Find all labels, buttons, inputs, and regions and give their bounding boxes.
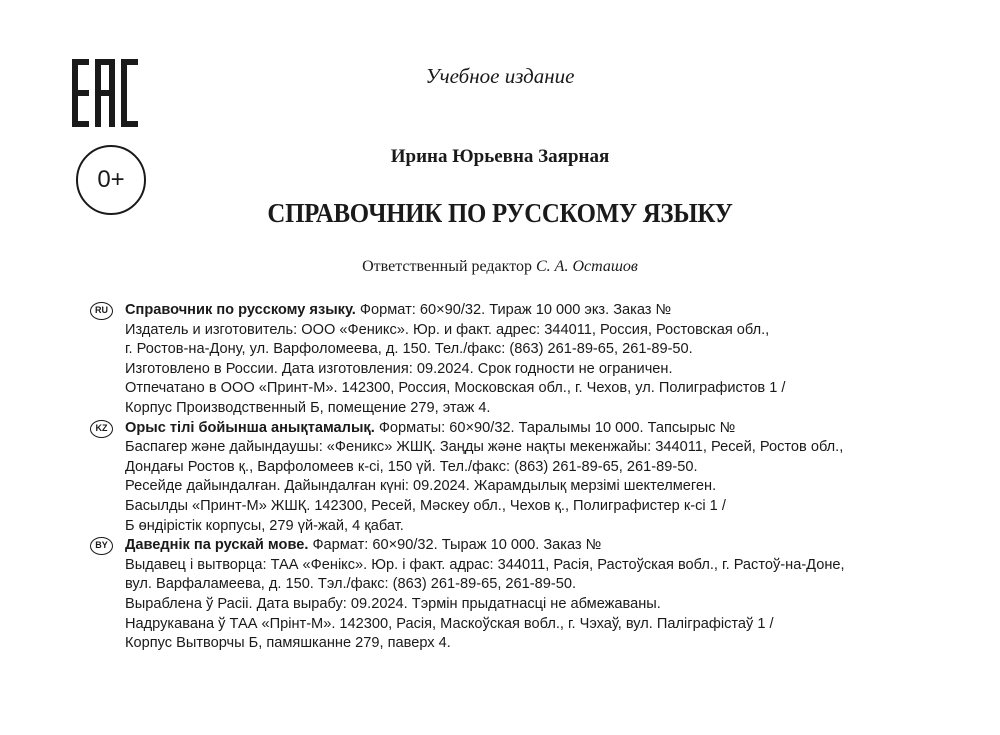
imprint-block-kz — [90, 419, 970, 537]
editor-name: С. А. Осташов — [536, 258, 638, 275]
imprint-title: Справочник по русскому языку. — [125, 302, 356, 318]
imprint-line: Б өндірістік корпусы, 279 үй-жай, 4 қабат. — [125, 517, 404, 534]
imprint-block-by — [90, 536, 970, 654]
responsible-editor — [0, 258, 1000, 276]
language-badge-ru: RU — [90, 302, 113, 320]
imprint-line: Корпус Производственный Б, помещение 279, этаж 4. — [125, 399, 491, 416]
imprint-first-line — [125, 419, 970, 439]
imprint-first-line — [125, 536, 970, 556]
imprint-line: г. Ростов-на-Дону, ул. Варфоломеева, д. 150. Тел./факс: (863) 261-89-65, 261-89-50. — [125, 341, 693, 358]
editor-label: Ответственный редактор — [362, 258, 532, 275]
edition-type: Учебное издание — [425, 64, 575, 88]
imprint-line: Баспагер және дайындаушы: «Феникс» ЖШҚ. Заңды және нақты мекенжайы: 344011, Ресей, Ростов обл., — [125, 439, 844, 456]
imprint-format: Формат: 60×90/32. Тираж 10 000 экз. Заказ № — [355, 302, 672, 318]
imprint-line: Выраблена ў Расіі. Дата вырабу: 09.2024. Тэрмін прыдатнасці не абмежаваны. — [125, 595, 661, 612]
imprint-line: Изготовлено в России. Дата изготовления: 09.2024. Срок годности не ограничен. — [125, 360, 673, 377]
imprint-line: Отпечатано в ООО «Принт-М». 142300, Россия, Московская обл., г. Чехов, ул. Полиграфистов 1 / — [125, 380, 786, 397]
imprint-line: вул. Варфаламеева, д. 150. Тэл./факс: (863) 261-89-65, 261-89-50. — [125, 576, 577, 593]
imprint-line: Издатель и изготовитель: ООО «Феникс». Юр. и факт. адрес: 344011, Россия, Ростовская обл., — [125, 321, 770, 338]
language-badge-kz: KZ — [90, 420, 113, 438]
age-rating-badge: 0+ — [76, 145, 146, 215]
imprint-line: Корпус Вытворчы Б, памяшканне 279, паверх 4. — [125, 635, 451, 652]
imprint-line: Выдавец і вытворца: ТАА «Фенікс». Юр. і факт. адрас: 344011, Расія, Растоўская вобл., г. Растоў-на-Доне, — [125, 556, 845, 573]
imprint-format: Форматы: 60×90/32. Таралымы 10 000. Тапсырыс № — [374, 419, 736, 436]
imprint-block-ru — [90, 301, 970, 419]
imprint-format: Фармат: 60×90/32. Тыраж 10 000. Заказ № — [308, 537, 602, 554]
imprint-line: Басылды «Принт-М» ЖШҚ. 142300, Ресей, Мәскеу обл., Чехов қ., Полиграфистер к-сі 1 / — [125, 497, 726, 514]
book-title: СПРАВОЧНИК ПО РУССКОМУ ЯЗЫКУ — [267, 198, 733, 228]
imprint-title: Даведнік па рускай мове. — [125, 537, 309, 554]
imprint-first-line — [125, 301, 970, 321]
imprint-line: Надрукавана ў ТАА «Прінт-М». 142300, Расія, Маскоўская вобл., г. Чэхаў, вул. Паліграфістаў 1 / — [125, 615, 774, 632]
imprint-title: Орыс тілі бойынша анықтамалық. — [125, 419, 375, 436]
author-name: Ирина Юрьевна Заярная — [390, 146, 610, 167]
imprint-line: Ресейде дайындалған. Дайындалған күні: 09.2024. Жарамдылық мерзімі шектелмеген. — [125, 478, 717, 495]
imprint-line: Дондағы Ростов қ., Варфоломеев к-сі, 150 үй. Тел./факс: (863) 261-89-65, 261-89-50. — [125, 458, 698, 475]
language-badge-by: BY — [90, 537, 113, 555]
imprint-section — [90, 301, 970, 654]
